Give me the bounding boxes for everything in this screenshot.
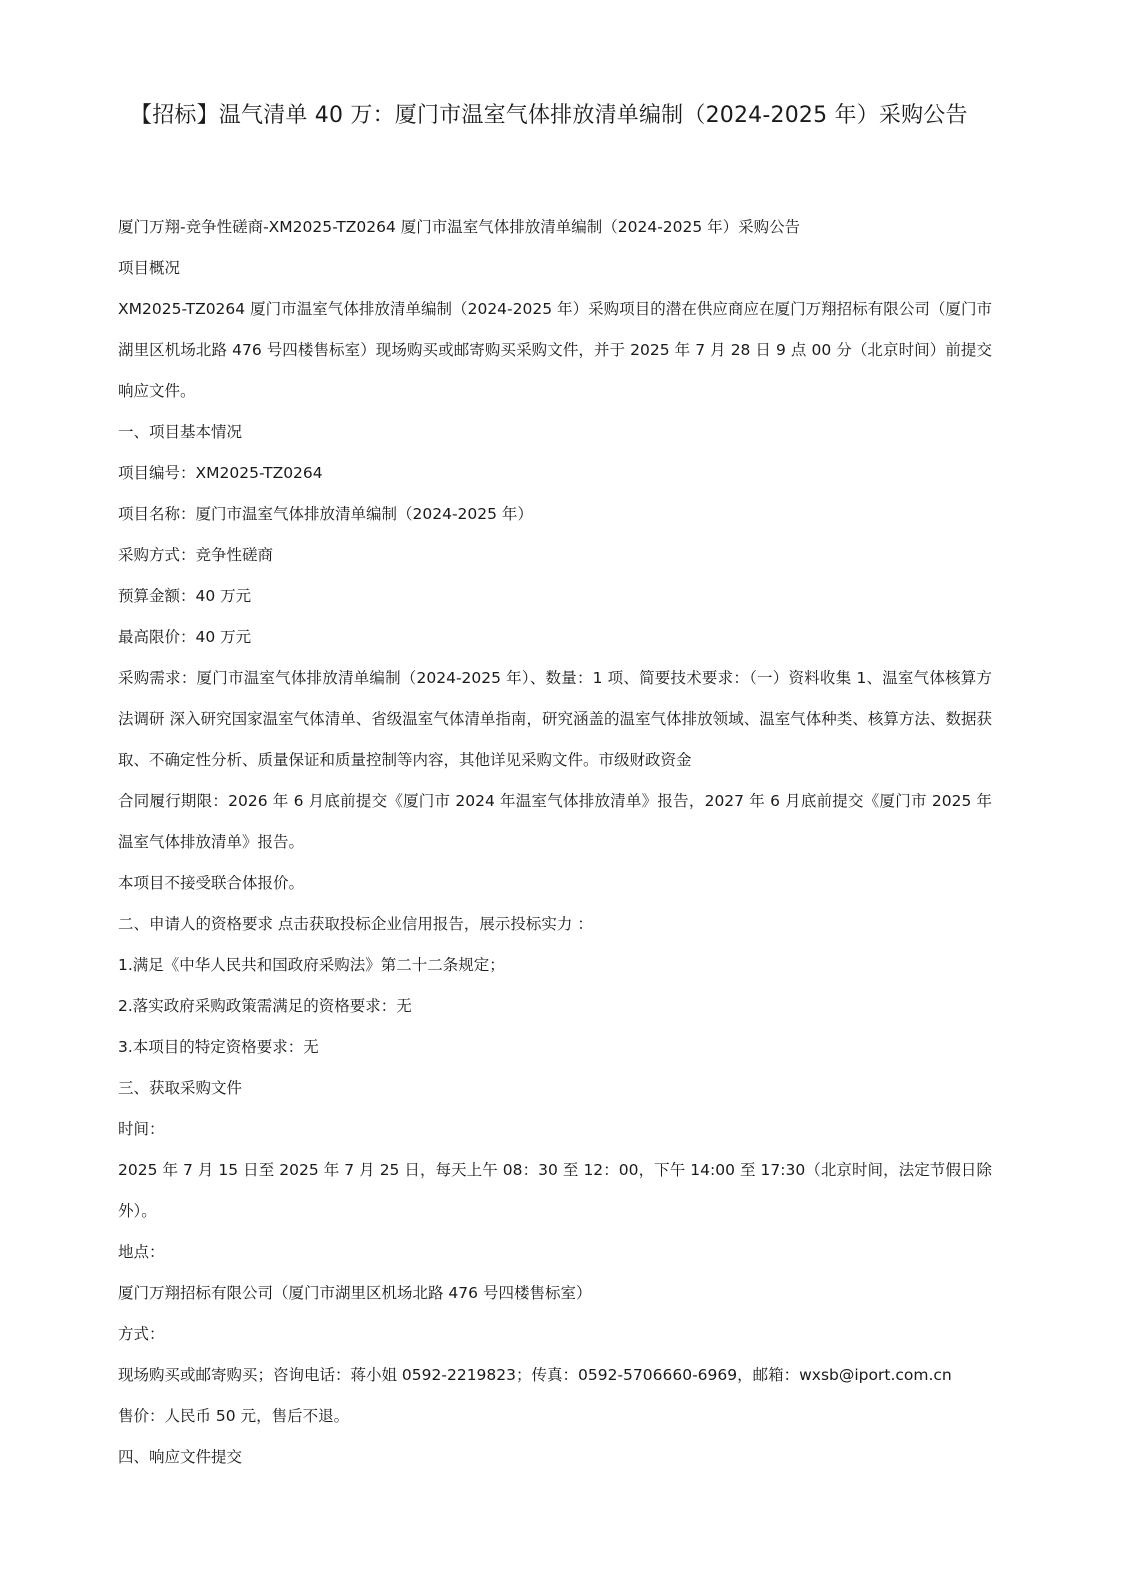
section-heading-obtain-documents: 三、获取采购文件 [118, 1079, 243, 1097]
contract-period: 合同履行期限：2026 年 6 月底前提交《厦门市 2024 年温室气体排放清单》报告，2027 年 6 月底前提交《厦门市 2025 年温室气体排放清单》报告。 [118, 792, 992, 851]
max-price: 最高限价：40 万元 [118, 628, 252, 646]
procurement-requirements: 采购需求：厦门市温室气体排放清单编制（2024-2025 年）、数量：1 项、简要技术要求：（一）资料收集 1、温室气体核算方法调研 深入研究国家温室气体清单、省级温室气体清单指南，研究涵盖的温室气体排放领域、温室气体种类、核算方法、数据获取、不确定性分析、质量保证和质量控制等内容，其他详见采购文件。市级财政资金 [118, 669, 992, 769]
notice-header: 厦门万翔-竞争性磋商-XM2025-TZ0264 厦门市温室气体排放清单编制（2024-2025 年）采购公告 [118, 218, 801, 236]
no-consortium-note: 本项目不接受联合体报价。 [118, 874, 305, 892]
time-value: 2025 年 7 月 15 日至 2025 年 7 月 25 日，每天上午 08：30 至 12：00，下午 14:00 至 17:30（北京时间，法定节假日除外）。 [118, 1161, 992, 1220]
location-label: 地点： [118, 1243, 165, 1261]
project-name: 项目名称：厦门市温室气体排放清单编制（2024-2025 年） [118, 505, 533, 523]
qualification-item-2: 2.落实政府采购政策需满足的资格要求：无 [118, 997, 412, 1015]
qualification-item-1: 1.满足《中华人民共和国政府采购法》第二十二条规定； [118, 956, 505, 974]
document-title: 【招标】温气清单 40 万：厦门市温室气体排放清单编制（2024-2025 年）采购公告 [130, 103, 968, 128]
procurement-method: 采购方式：竞争性磋商 [118, 546, 274, 564]
section-heading-qualifications: 二、申请人的资格要求 点击获取投标企业信用报告，展示投标实力 ： [118, 915, 593, 933]
document-body [118, 207, 992, 1478]
section-heading-basic-info: 一、项目基本情况 [118, 423, 243, 441]
method-contact-value: 现场购买或邮寄购买；咨询电话：蒋小姐 0592-2219823；传真：0592-5706660-6969，邮箱：wxsb@iport.com.cn [118, 1366, 952, 1384]
method-label: 方式： [118, 1325, 165, 1343]
project-number: 项目编号：XM2025-TZ0264 [118, 464, 323, 482]
section-heading-overview: 项目概况 [118, 259, 181, 277]
budget-amount: 预算金额：40 万元 [118, 587, 252, 605]
price-value: 售价：人民币 50 元，售后不退。 [118, 1407, 350, 1425]
time-label: 时间： [118, 1120, 165, 1138]
overview-text: XM2025-TZ0264 厦门市温室气体排放清单编制（2024-2025 年）采购项目的潜在供应商应在厦门万翔招标有限公司（厦门市湖里区机场北路 476 号四楼售标室）现场购买或邮寄购买采购文件，并于 2025 年 7 月 28 日 9 点 00 分（北京时间）前提交响应文件。 [118, 300, 992, 400]
qualification-item-3: 3.本项目的特定资格要求：无 [118, 1038, 319, 1056]
section-heading-submission: 四、响应文件提交 [118, 1448, 243, 1466]
location-value: 厦门万翔招标有限公司（厦门市湖里区机场北路 476 号四楼售标室） [118, 1284, 592, 1302]
